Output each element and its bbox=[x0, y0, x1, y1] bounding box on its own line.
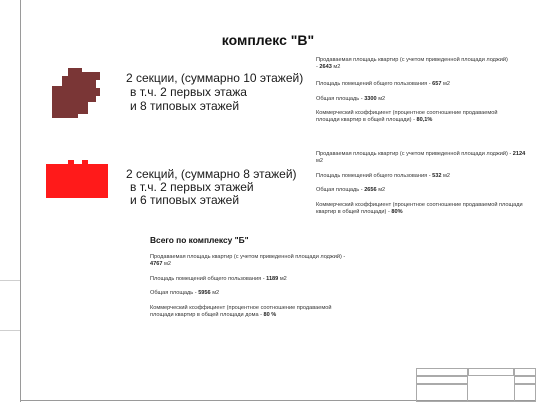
block2-description-line-2: в т.ч. 2 первых этажей bbox=[130, 180, 254, 194]
stamp-cell bbox=[514, 384, 536, 402]
block2-description-line-1: 2 секций, (суммарно 8 этажей) bbox=[126, 167, 297, 181]
total-stat-common-area: Площадь помещений общего пользования - 1189 м2 bbox=[150, 276, 287, 282]
block2-stat-common-area: Площадь помещений общего пользования - 532 м2 bbox=[316, 173, 450, 179]
section-plan-shape-8-floors bbox=[42, 158, 112, 200]
total-stat-total-area: Общая площадь - 5956 м2 bbox=[150, 290, 220, 296]
total-stat-sellable-area: Продаваемая площадь квартир (с учетом приведенной площади лоджий) - 4767 м2 bbox=[150, 254, 346, 267]
section-plan-shape-10-floors bbox=[48, 66, 104, 120]
frame-margin-tick bbox=[0, 330, 20, 331]
block2-description-line-3: и 6 типовых этажей bbox=[130, 193, 240, 207]
stamp-cell bbox=[416, 368, 468, 376]
title-block-stamp bbox=[416, 368, 536, 402]
frame-margin-tick bbox=[0, 280, 20, 281]
page-title: комплекс "В" bbox=[221, 32, 315, 48]
stamp-cell bbox=[514, 376, 536, 384]
total-section-title: Всего по комплексу "Б" bbox=[150, 235, 249, 245]
frame-left-line bbox=[20, 0, 21, 402]
stamp-cell bbox=[416, 384, 468, 402]
stamp-cell bbox=[514, 368, 536, 376]
block2-stat-commercial-coefficient: Коммерческий коэффициент (процентное соотношение продаваемой площади квартир в общей площади) - 80% bbox=[316, 202, 523, 215]
stamp-cell bbox=[416, 376, 468, 384]
total-stat-commercial-coefficient: Коммерческий коэффициент (процентное соотношение продаваемой площади квартир в общей площади дома - 80 % bbox=[150, 305, 332, 318]
block1-stat-common-area: Площадь помещений общего пользования - 657 м2 bbox=[316, 81, 450, 87]
block1-stat-total-area: Общая площадь - 3300 м2 bbox=[316, 96, 386, 102]
block1-description-line-2: в т.ч. 2 первых этажа bbox=[130, 85, 247, 99]
block2-stat-sellable-area: Продаваемая площадь квартир (с учетом приведенной площади лоджий) - 2124 м2 bbox=[316, 151, 526, 164]
block1-description-line-3: и 8 типовых этажей bbox=[130, 99, 240, 113]
block2-stat-total-area: Общая площадь - 2656 м2 bbox=[316, 187, 386, 193]
block1-description-line-1: 2 секции, (суммарно 10 этажей) bbox=[126, 71, 304, 85]
stamp-cell bbox=[468, 368, 514, 376]
block1-stat-commercial-coefficient: Коммерческий коэффициент (процентное соотношение продаваемой площади квартир в общей площади) - 80,1% bbox=[316, 110, 498, 123]
block1-stat-sellable-area: Продаваемая площадь квартир (с учетом приведенной площади лоджий) - 2643 м2 bbox=[316, 57, 508, 70]
